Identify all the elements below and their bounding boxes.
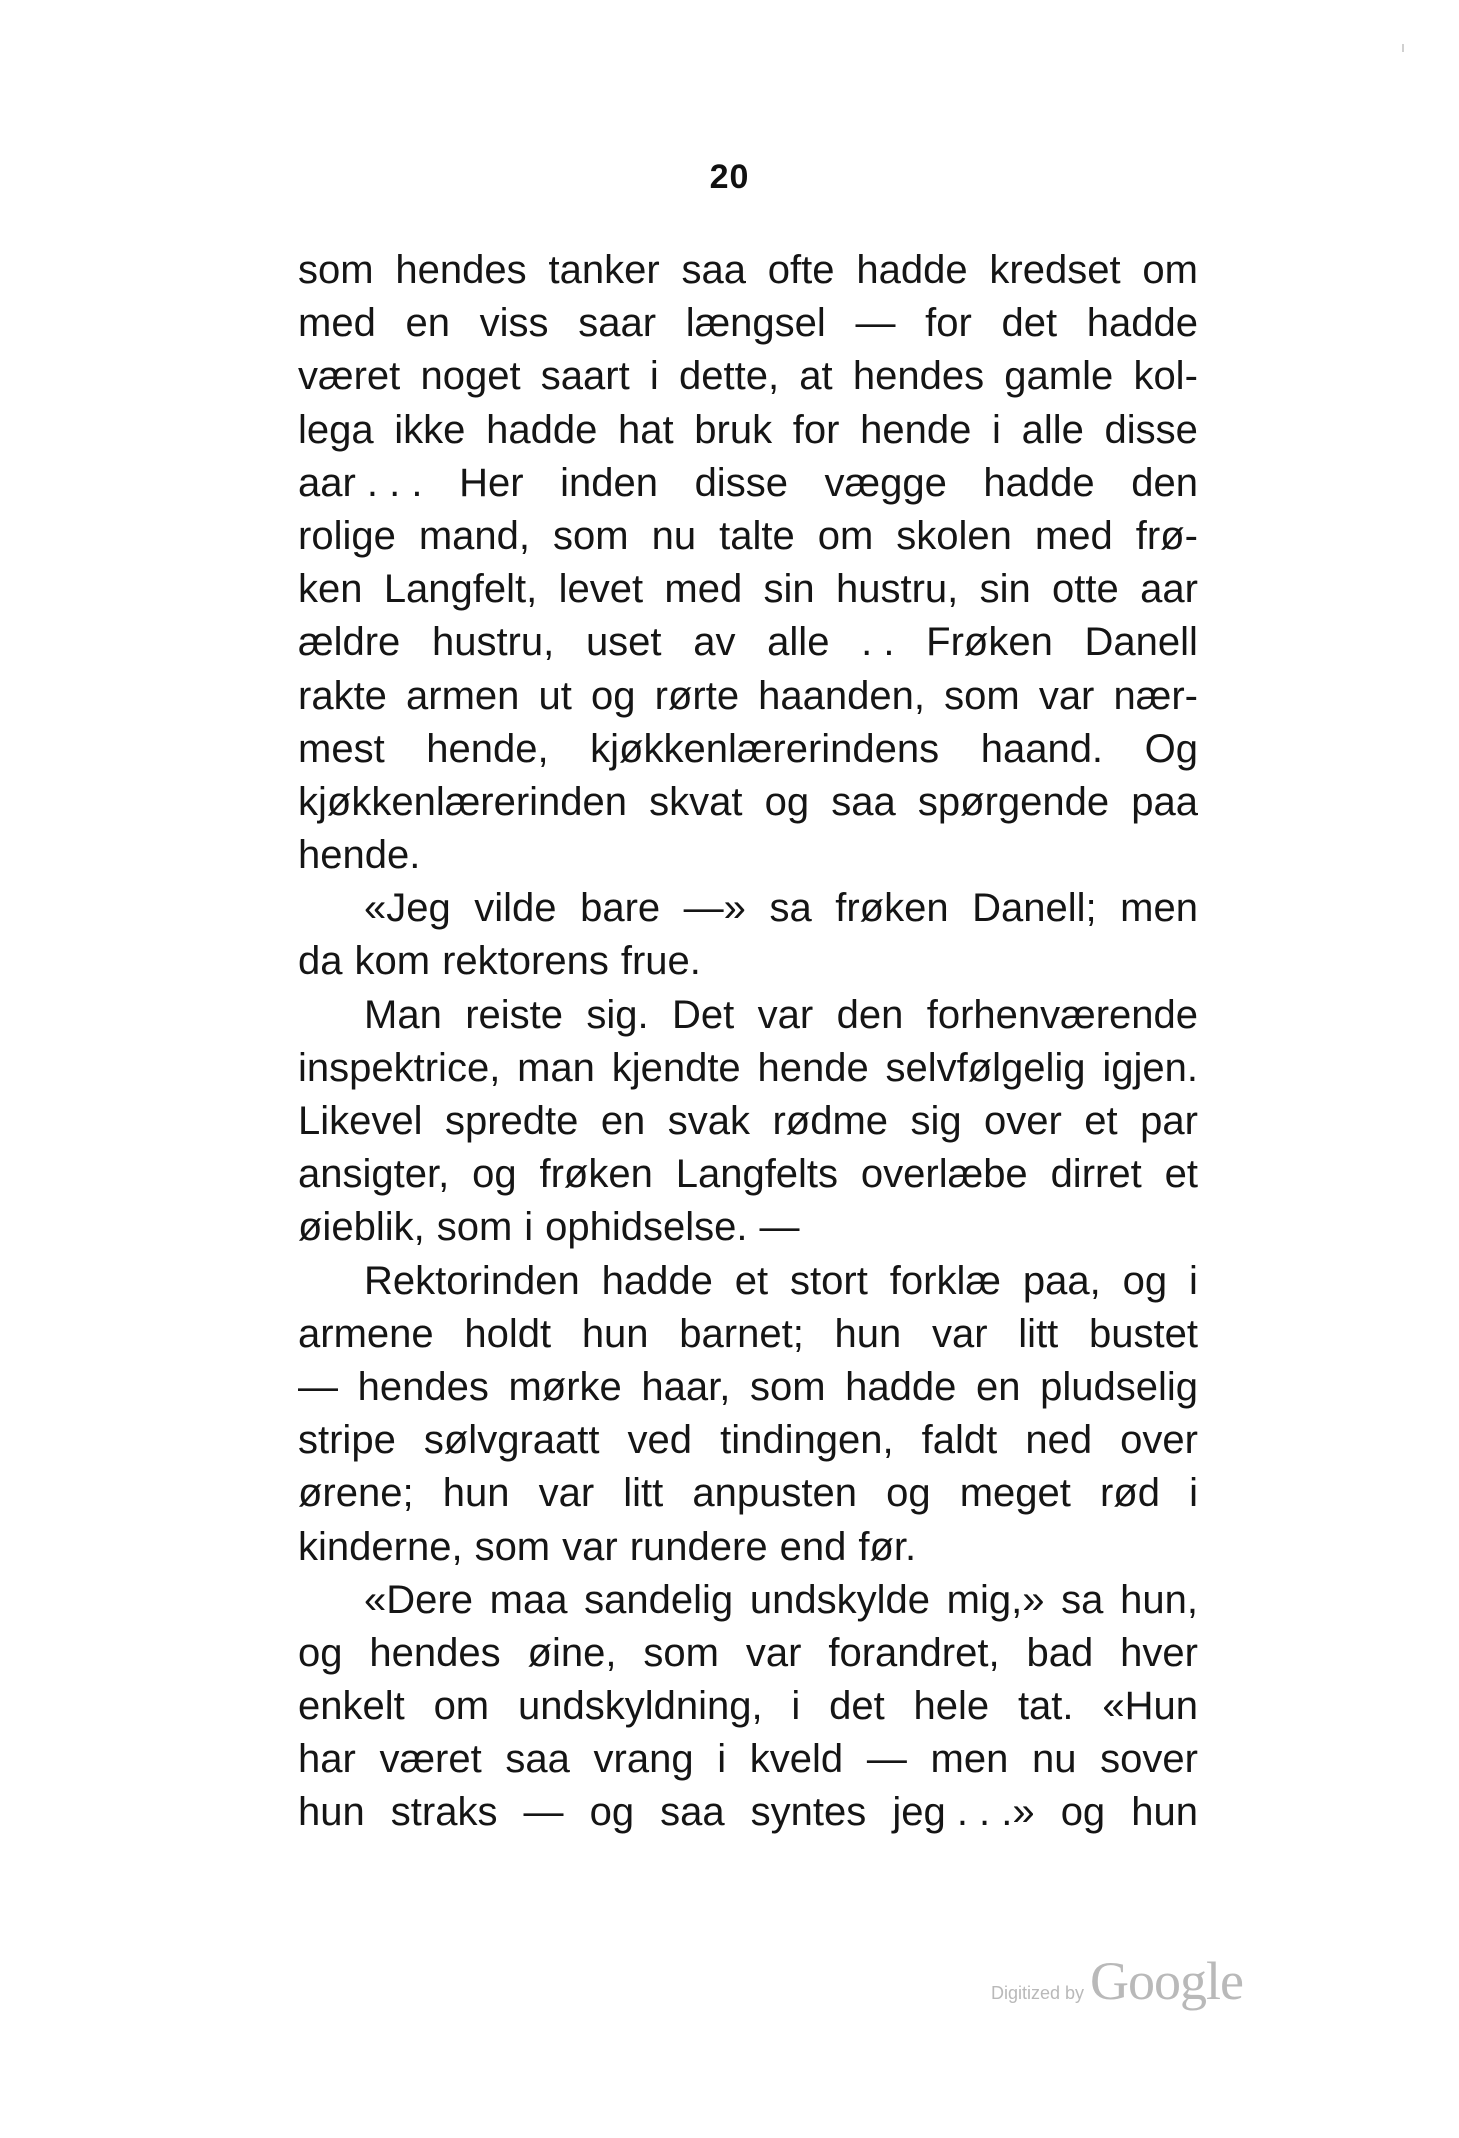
word: barnet; xyxy=(679,1311,804,1356)
text-line xyxy=(298,1680,1198,1733)
word: Man xyxy=(364,992,442,1037)
scan-edge-mark xyxy=(1402,44,1404,52)
word: straks xyxy=(390,1790,498,1835)
word: hende xyxy=(860,407,972,452)
word: undskyldning, xyxy=(517,1684,763,1729)
word: hat xyxy=(618,407,674,452)
word: overlæbe xyxy=(860,1152,1028,1197)
word: forhenværende xyxy=(926,992,1198,1037)
word: mørke xyxy=(508,1364,622,1409)
word: disse xyxy=(694,460,788,505)
word: saa xyxy=(681,248,746,292)
word: var xyxy=(757,992,814,1037)
word: — xyxy=(866,1737,907,1782)
word: var xyxy=(1038,673,1095,718)
word: hun xyxy=(581,1311,649,1356)
word: jeg . . .» xyxy=(892,1790,1035,1835)
word: rektorens xyxy=(442,939,609,984)
word: inden xyxy=(560,460,658,505)
word: Langfelt, xyxy=(383,567,538,612)
word: længsel xyxy=(685,301,826,346)
word: og xyxy=(591,673,636,718)
word: undskylde xyxy=(749,1577,930,1622)
word: mest xyxy=(298,726,385,771)
word: sover xyxy=(1100,1737,1198,1782)
word: Danell; xyxy=(972,886,1097,931)
word: sin xyxy=(979,567,1031,612)
word: hadde xyxy=(856,248,968,292)
word: frue. xyxy=(620,939,701,984)
word: kredset xyxy=(989,248,1121,292)
text-line xyxy=(298,510,1198,563)
word: været xyxy=(379,1737,482,1782)
word: frøken xyxy=(835,886,949,931)
word: øieblik, xyxy=(298,1205,425,1250)
word: hver xyxy=(1120,1630,1198,1675)
text-line xyxy=(298,1148,1198,1201)
word: enkelt xyxy=(298,1684,405,1729)
word: sa xyxy=(769,886,812,931)
word: tindingen, xyxy=(720,1418,894,1463)
word: en xyxy=(976,1364,1021,1409)
word: hende. xyxy=(298,833,421,878)
word: hadde xyxy=(601,1258,713,1303)
word: armen xyxy=(406,673,520,718)
text-line xyxy=(298,1095,1198,1148)
word: kjøkkenlærerindens xyxy=(590,726,940,771)
word: og xyxy=(886,1471,931,1516)
word: forklæ xyxy=(889,1258,1001,1303)
text-line xyxy=(298,563,1198,616)
text-line xyxy=(298,1467,1198,1520)
word: kom xyxy=(354,939,431,984)
word: uset xyxy=(585,620,662,665)
word: var xyxy=(562,1524,618,1569)
word: hun xyxy=(1131,1790,1198,1835)
word: ansigter, xyxy=(298,1152,450,1197)
word: var xyxy=(538,1471,595,1516)
word: disse xyxy=(1104,407,1198,452)
word: kjøkkenlærerinden xyxy=(298,779,628,824)
word: et xyxy=(1164,1152,1198,1197)
word: saa xyxy=(660,1790,725,1835)
word: og xyxy=(589,1790,635,1835)
word: var xyxy=(932,1311,988,1356)
word: ikke xyxy=(394,407,466,452)
word: hustru, xyxy=(431,620,555,665)
word: da xyxy=(298,939,343,984)
word: før. xyxy=(858,1524,917,1569)
word: —» xyxy=(683,886,746,931)
word: Frøken xyxy=(926,620,1053,665)
word: over xyxy=(984,1099,1062,1143)
word: har xyxy=(298,1737,356,1782)
word: levet xyxy=(558,567,644,612)
word: end xyxy=(779,1524,847,1569)
word: Det xyxy=(672,992,735,1037)
word: i xyxy=(992,407,1001,452)
word: kveld xyxy=(749,1737,844,1782)
word: kinderne, xyxy=(298,1524,463,1569)
word: talte xyxy=(719,513,795,558)
word: over xyxy=(1120,1418,1198,1463)
text-line xyxy=(298,1786,1198,1839)
word: ken xyxy=(298,567,363,612)
word: hele xyxy=(913,1684,990,1729)
page-number: 20 xyxy=(709,158,750,196)
word: tanker xyxy=(548,248,660,292)
word: Likevel xyxy=(298,1099,423,1143)
text-line xyxy=(298,616,1198,669)
word: med xyxy=(664,567,743,612)
word: og xyxy=(1060,1790,1106,1835)
word: — xyxy=(855,301,896,346)
word: vrang xyxy=(593,1737,694,1782)
word: om xyxy=(1142,248,1198,292)
word: dette, xyxy=(679,354,780,399)
word: hun xyxy=(834,1311,902,1356)
text-line xyxy=(298,1201,1198,1254)
word: — xyxy=(523,1790,564,1835)
word: med xyxy=(298,301,376,346)
word: otte xyxy=(1052,567,1119,612)
word: hadde xyxy=(486,407,598,452)
word: hende xyxy=(757,1045,869,1090)
word: inspektrice, xyxy=(298,1045,501,1090)
word: hustru, xyxy=(835,567,959,612)
word: hendes xyxy=(395,248,527,292)
word: bustet xyxy=(1089,1311,1198,1356)
word: frøken xyxy=(539,1152,653,1197)
word: skolen xyxy=(896,513,1012,558)
digitized-by-google-watermark xyxy=(991,1950,1243,2012)
word: rakte xyxy=(298,673,387,718)
word: alle xyxy=(1021,407,1084,452)
word: reiste xyxy=(465,992,563,1037)
word: «Dere xyxy=(364,1577,473,1622)
text-line xyxy=(298,1361,1198,1414)
text-line xyxy=(298,457,1198,510)
word: Langfelts xyxy=(675,1152,839,1197)
word: i xyxy=(524,1205,534,1250)
word: om xyxy=(817,513,874,558)
word: faldt xyxy=(921,1418,998,1463)
word: man xyxy=(517,1045,595,1090)
word: et xyxy=(1084,1099,1118,1143)
word: alle xyxy=(767,620,830,665)
word: ophidselse. xyxy=(545,1205,748,1250)
word: — xyxy=(298,1364,338,1409)
word: bare xyxy=(580,886,661,931)
text-line xyxy=(298,1308,1198,1361)
word: saar xyxy=(578,301,657,346)
word: hende, xyxy=(426,726,549,771)
word: svak xyxy=(667,1099,750,1143)
word: aar xyxy=(1140,567,1198,612)
word: dirret xyxy=(1050,1152,1142,1197)
text-line xyxy=(298,1574,1198,1627)
word: pludselig xyxy=(1040,1364,1198,1409)
word: frø- xyxy=(1135,513,1198,558)
word: holdt xyxy=(464,1311,552,1356)
word: sølvgraatt xyxy=(423,1418,600,1463)
word: par xyxy=(1140,1099,1198,1143)
word: for xyxy=(925,301,972,346)
word: litt xyxy=(1018,1311,1059,1356)
word: forandret, xyxy=(828,1630,1000,1675)
word: sa xyxy=(1061,1577,1104,1622)
word: det xyxy=(1001,301,1058,346)
word: og xyxy=(1122,1258,1168,1303)
text-line xyxy=(298,776,1198,829)
word: nu xyxy=(651,513,697,558)
word: stripe xyxy=(298,1418,396,1463)
word: haar, xyxy=(641,1364,731,1409)
word: «Jeg xyxy=(364,886,451,931)
text-line xyxy=(298,829,1198,882)
word: i xyxy=(791,1684,801,1729)
word: som xyxy=(298,248,374,292)
word: hendes xyxy=(852,354,985,399)
word: anpusten xyxy=(692,1471,857,1516)
word: tat. xyxy=(1017,1684,1074,1729)
word: spredte xyxy=(444,1099,579,1143)
word: ofte xyxy=(767,248,835,292)
body-text xyxy=(298,244,1198,1840)
word: sig. xyxy=(586,992,649,1037)
word: saa xyxy=(831,779,896,824)
word: — xyxy=(759,1205,800,1250)
word: og xyxy=(298,1630,343,1675)
word: øine, xyxy=(527,1630,617,1675)
word: stort xyxy=(790,1258,868,1303)
word: rundere xyxy=(629,1524,768,1569)
word: «Hun xyxy=(1102,1684,1198,1729)
text-line xyxy=(298,1414,1198,1467)
text-line xyxy=(298,350,1198,403)
word: aar . . . xyxy=(298,460,423,505)
text-line xyxy=(298,1733,1198,1786)
word: ørene; xyxy=(298,1471,414,1516)
word: spørgende xyxy=(917,779,1110,824)
word: hendes xyxy=(369,1630,501,1675)
text-line xyxy=(298,244,1198,297)
word: saa xyxy=(505,1737,570,1782)
text-line xyxy=(298,1627,1198,1680)
word: for xyxy=(792,407,840,452)
word: haanden, xyxy=(758,673,926,718)
text-line xyxy=(298,1255,1198,1308)
word: om xyxy=(433,1684,490,1729)
watermark-prefix: Digitized by xyxy=(990,1983,1085,2003)
word: været xyxy=(298,354,401,399)
text-line xyxy=(298,723,1198,776)
word: den xyxy=(836,992,904,1037)
word: mig,» xyxy=(946,1577,1045,1622)
word: som xyxy=(553,513,629,558)
word: gamle xyxy=(1004,354,1114,399)
word: maa xyxy=(489,1577,568,1622)
text-line xyxy=(298,1521,1198,1574)
word: paa, xyxy=(1022,1258,1101,1303)
word: hun xyxy=(298,1790,365,1835)
text-line xyxy=(298,404,1198,457)
word: som xyxy=(436,1205,513,1250)
word: Her xyxy=(459,460,524,505)
text-line xyxy=(298,297,1198,350)
word: noget xyxy=(420,354,521,399)
word: selvfølgelig xyxy=(885,1045,1086,1090)
word: sin xyxy=(763,567,815,612)
word: i xyxy=(1189,1471,1198,1516)
word: som xyxy=(643,1630,719,1675)
word: paa xyxy=(1131,779,1198,824)
word: i xyxy=(1189,1258,1198,1303)
word: hadde xyxy=(845,1364,957,1409)
word: Rektorinden xyxy=(364,1258,580,1303)
word: hun xyxy=(442,1471,510,1516)
word: i xyxy=(649,354,659,399)
word: i xyxy=(717,1737,727,1782)
word: av xyxy=(693,620,736,665)
word: nu xyxy=(1031,1737,1077,1782)
word: haand. xyxy=(980,726,1104,771)
word: ved xyxy=(627,1418,693,1463)
word: saart xyxy=(540,354,630,399)
word: bruk xyxy=(694,407,773,452)
word: vilde xyxy=(474,886,557,931)
word: men xyxy=(1120,886,1198,931)
word: og xyxy=(764,779,810,824)
text-line xyxy=(298,935,1198,988)
word: lega xyxy=(298,407,374,452)
word: kjendte xyxy=(611,1045,741,1090)
word: meget xyxy=(959,1471,1071,1516)
word: og xyxy=(472,1152,517,1197)
word: det xyxy=(829,1684,885,1729)
word: hendes xyxy=(357,1364,489,1409)
word: hadde xyxy=(983,460,1095,505)
word: vægge xyxy=(824,460,947,505)
word: men xyxy=(930,1737,1009,1782)
word: ut xyxy=(538,673,572,718)
word: en xyxy=(600,1099,646,1143)
word: hun, xyxy=(1120,1577,1198,1622)
word: kol- xyxy=(1133,354,1198,399)
google-logo: Google xyxy=(1090,1951,1243,2011)
text-line xyxy=(298,882,1198,935)
word: Danell xyxy=(1084,620,1198,665)
word: rørte xyxy=(654,673,740,718)
word: skvat xyxy=(649,779,743,824)
word: som xyxy=(749,1364,826,1409)
word: igjen. xyxy=(1102,1045,1198,1090)
word: ned xyxy=(1025,1418,1093,1463)
word: at xyxy=(799,354,833,399)
word: rolige xyxy=(298,513,396,558)
word: bad xyxy=(1026,1630,1094,1675)
word: rød xyxy=(1099,1471,1160,1516)
word: nær- xyxy=(1113,673,1198,718)
word: syntes xyxy=(750,1790,867,1835)
word: litt xyxy=(623,1471,664,1516)
word: sig xyxy=(910,1099,962,1143)
word: rødme xyxy=(772,1099,889,1143)
word: armene xyxy=(298,1311,434,1356)
word: mand, xyxy=(418,513,531,558)
word: hadde xyxy=(1086,301,1198,346)
word: viss xyxy=(479,301,549,346)
word: en xyxy=(405,301,450,346)
text-line xyxy=(298,670,1198,723)
word: ældre xyxy=(298,620,401,665)
word: . . xyxy=(861,620,895,665)
word: et xyxy=(734,1258,769,1303)
text-line xyxy=(298,989,1198,1042)
word: sandelig xyxy=(584,1577,734,1622)
word: var xyxy=(745,1630,802,1675)
word: med xyxy=(1034,513,1113,558)
word: som xyxy=(944,673,1020,718)
word: som xyxy=(474,1524,551,1569)
word: Og xyxy=(1144,726,1198,771)
text-line xyxy=(298,1042,1198,1095)
word: den xyxy=(1131,460,1198,505)
